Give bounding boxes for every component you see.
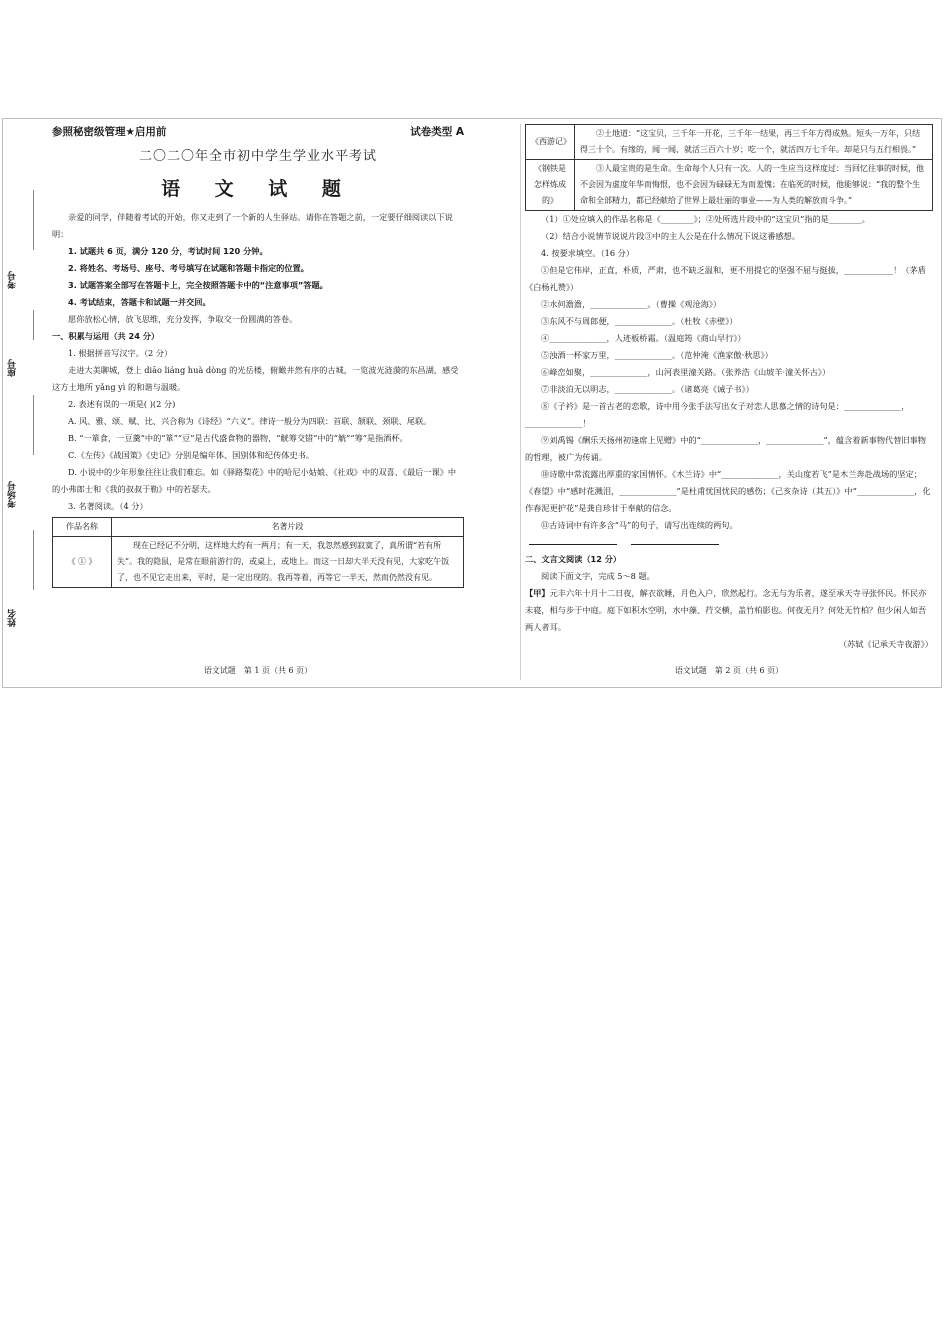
page-two <box>525 124 933 682</box>
fill-item: ⑤浊酒一杯家万里，______________。（范仲淹《渔家傲·秋思》） <box>541 350 773 360</box>
option-a: A. 风、雅、颂、赋、比、兴合称为《诗经》“六义”。律诗一般分为四联：首联、颔联、颈联、尾联。 <box>68 416 432 426</box>
table-header-work: 作品名称 <box>53 518 112 537</box>
table-cell-passage: 现在已经记不分明，这样地大约有一两月；有一天，我忽然感到寂寞了，真所谓“若有所失”。我的隐鼠，是常在眼前游行的，或桌上，或地上。而这一日却大半天没有见，大家吃午饭了，也不见它走出来，平时，是一定出现的。我再等着，再等它一半天，然而仍然没有见。 <box>112 537 464 588</box>
question-3-sub: （1）①处应填入的作品名称是《________》；②处所选片段中的“这宝贝”指的是________。 <box>541 214 870 224</box>
fill-item: ⑩诗歌中常流露出厚重的家国情怀。《木兰诗》中“______________，关山度若飞”是木兰奔赴战场的坚定；《春望》中“感时花溅泪，______________”是杜甫忧国忧民的感伤；《己亥杂诗（其五）》中“______________，化作春泥更护花”是龚自珍甘于奉献的信念。 <box>525 469 931 513</box>
page-footer: 语文试题 第 1 页（共 6 页） <box>203 666 313 675</box>
binding-line <box>33 190 34 250</box>
binding-label-exam-number: 考号 <box>8 271 18 289</box>
binding-strip <box>6 120 28 680</box>
fill-item: ④______________，人迹板桥霜。（温庭筠《商山早行》） <box>541 333 746 343</box>
paper-type: 试卷类型 A <box>410 126 464 138</box>
option-d: D. 小说中的少年形象往往让我们难忘。如《驿路梨花》中的哈尼小姑娘、《社戏》中的双喜、《最后一课》中的小弗郎士和《我的叔叔于勒》中的若瑟夫。 <box>52 467 457 494</box>
section-heading: 二、文言文阅读（12 分） <box>525 554 622 564</box>
fill-item: ⑥峰峦如聚，______________，山河表里潼关路。（张养浩《山坡羊·潼关怀古》） <box>541 367 831 377</box>
binding-line <box>33 310 34 340</box>
rule-item: 2. 将姓名、考场号、座号、考号填写在试题和答题卡指定的位置。 <box>68 263 309 273</box>
answer-blank <box>529 536 617 545</box>
passage-source: （苏轼《记承天寺夜游》） <box>838 639 933 649</box>
question-4: 4. 按要求填空。（16 分） <box>541 248 635 258</box>
binding-line <box>33 530 34 590</box>
question-1: 1. 根据拼音写汉字。（2 分） <box>68 348 173 358</box>
wish-text: 愿你放松心情，放飞思维，充分发挥，争取交一份圆满的答卷。 <box>68 314 298 324</box>
rule-item: 3. 试题答案全部写在答题卡上，完全按照答题卡中的“注意事项”答题。 <box>68 280 328 290</box>
classical-passage: 元丰六年十月十二日夜，解衣欲睡，月色入户，欣然起行。念无与为乐者，遂至承天寺寻张怀民。怀民亦未寝，相与步于中庭。庭下如积水空明，水中藻、荇交横，盖竹柏影也。何夜无月？何处无竹柏？但少闲人如吾两人者耳。 <box>525 588 927 632</box>
fill-item: ⑪古诗词中有许多含“马”的句子，请写出连续的两句。 <box>541 520 738 530</box>
table-header-passage: 名著片段 <box>112 518 464 537</box>
subject-title: 语 文 试 题 <box>161 178 355 200</box>
fill-item: ②水何澹澹，______________。（曹操《观沧海》） <box>541 299 722 309</box>
page-one <box>52 124 464 682</box>
read-prompt: 阅读下面文字，完成 5～8 题。 <box>541 571 655 581</box>
fill-item: ①但是它伟岸，正直，朴质，严肃，也不缺乏温和，更不用提它的坚强不屈与挺拔，____________！（茅盾《白杨礼赞》） <box>525 265 926 292</box>
question-3-sub: （2）结合小说情节说说片段③中的主人公是在什么情况下说这番感想。 <box>541 231 801 241</box>
fill-item: ③东风不与周郎便，______________。（杜牧《赤壁》） <box>541 316 738 326</box>
fill-item: ⑨刘禹锡《酬乐天扬州初逢席上见赠》中的“______________，______________”，蕴含着新事物代替旧事物的哲理，被广为传诵。 <box>525 435 926 462</box>
table-cell-work: 《西游记》 <box>526 125 575 160</box>
security-notice: 参照秘密级管理★启用前 <box>52 126 167 138</box>
answer-blank <box>631 536 719 545</box>
intro-text: 亲爱的同学，伴随着考试的开始，你又走到了一个新的人生驿站。请你在答题之前，一定要仔细阅读以下说明： <box>52 212 453 239</box>
question-3: 3. 名著阅读。（4 分） <box>68 501 148 511</box>
option-c: C.《左传》《战国策》《史记》分别是编年体、国别体和纪传体史书。 <box>68 450 315 460</box>
question-2: 2. 表述有误的一项是( )(2 分) <box>68 399 176 409</box>
rule-item: 1. 试题共 6 页，满分 120 分，考试时间 120 分钟。 <box>68 246 268 256</box>
table-cell-passage: ③人最宝贵的是生命。生命每个人只有一次。人的一生应当这样度过：当回忆往事的时候，他不会因为虚度年华而悔恨，也不会因为碌碌无为而羞愧；在临死的时候，他能够说：“我的整个生命和全部精力，都已经献给了世界上最壮丽的事业——为人类的解放而斗争。” <box>575 160 933 211</box>
option-b: B. “一箪食，一豆羹”中的“箪”“豆”是古代盛食物的器物，“觥筹交错”中的“觥”“筹”是指酒杯。 <box>68 433 408 443</box>
book-table-p2 <box>525 124 933 211</box>
question-1-text: 走进大美聊城，登上 diāo liáng huà dòng 的光岳楼，俯瞰井然有序的古城，一览波光涟漪的东昌湖，感受这方土地所 yǎng yì 的和谐与温暖。 <box>52 365 459 392</box>
page-footer: 语文试题 第 2 页（共 6 页） <box>674 666 784 675</box>
book-table-p1 <box>52 517 464 588</box>
rule-item: 4. 考试结束，答题卡和试题一并交回。 <box>68 297 211 307</box>
page-divider <box>520 124 521 680</box>
binding-label-name: 姓名 <box>8 609 18 627</box>
binding-label-seat-number: 座号 <box>8 359 18 377</box>
answer-blank-lines <box>525 534 933 551</box>
passage-tag: 【甲】 <box>525 588 550 598</box>
fill-item: ⑧《子衿》是一首古老的恋歌，诗中用今张手法写出女子对恋人思慕之情的诗句是：______________，______________！ <box>525 401 910 428</box>
section-heading: 一、积累与运用（共 24 分） <box>52 331 160 341</box>
table-cell-work: 《钢铁是怎样炼成的》 <box>526 160 575 211</box>
exam-title: 二〇二〇年全市初中学生学业水平考试 <box>138 149 377 164</box>
fill-item: ⑦非淡泊无以明志，______________。（诸葛亮《诫子书》） <box>541 384 754 394</box>
binding-label-exam-room: 考场号 <box>8 481 18 509</box>
table-cell-passage: ②土地道：“这宝贝，三千年一开花，三千年一结果，再三千年方得成熟。短头一万年，只结得三十个。有缘的，闻一闻，就活三百六十岁；吃一个，就活四万七千年。却是只与五行相畏。” <box>575 125 933 160</box>
table-cell-work: 《 ① 》 <box>53 537 112 588</box>
binding-line <box>33 395 34 455</box>
